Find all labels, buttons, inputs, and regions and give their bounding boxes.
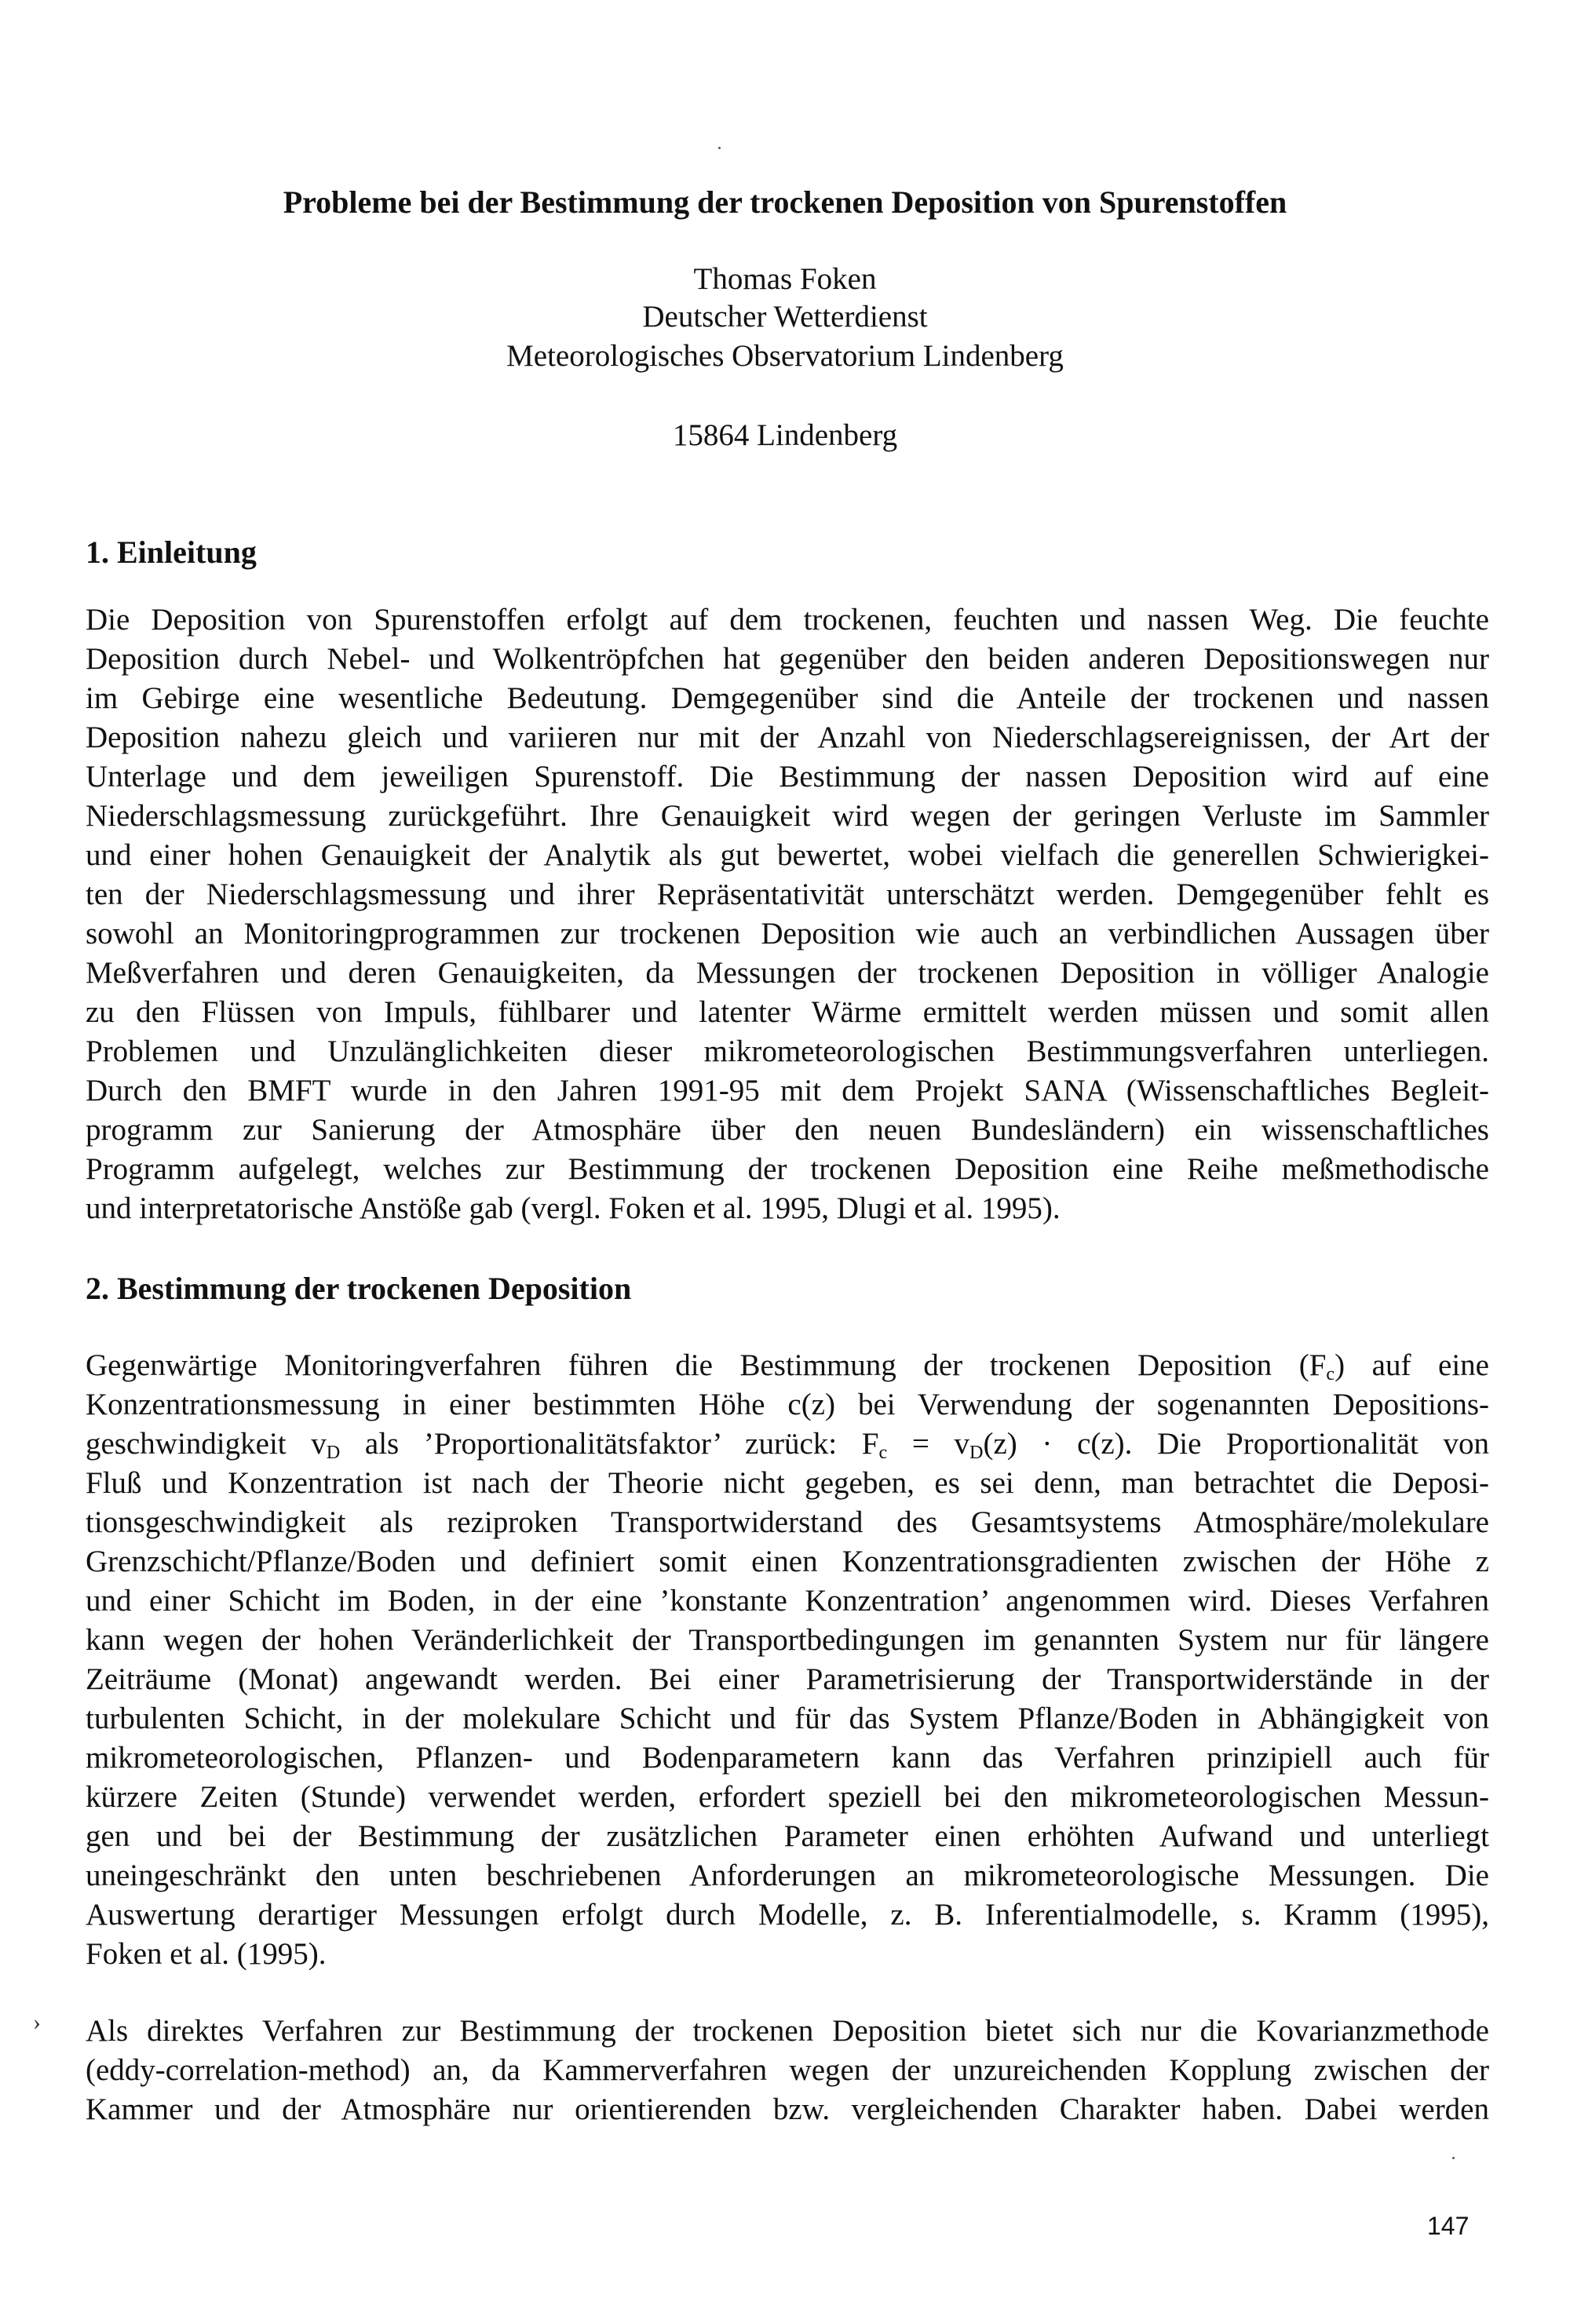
text-run: zu den Flüssen von Impuls, fühlbarer und latenter Wärme ermittelt werden müssen und somit allen: [86, 995, 1489, 1029]
text-run: Foken et al. (1995).: [86, 1937, 327, 1971]
text-line: [86, 2090, 1489, 2129]
text-line: [86, 600, 1489, 640]
text-line: [86, 836, 1489, 875]
affiliation-department: Meteorologisches Observatorium Lindenberg: [506, 339, 1064, 373]
text-run: ) auf eine: [1334, 1348, 1489, 1382]
author-name: Thomas Foken: [693, 262, 877, 296]
text-line: [86, 1385, 1489, 1425]
text-run: sowohl an Monitoringprogrammen zur trockenen Deposition wie auch an verbindlichen Aussagen über: [86, 917, 1489, 950]
text-run: Auswertung derartiger Messungen erfolgt durch Modelle, z. B. Inferentialmodelle, s. Kramm (1995),: [86, 1898, 1489, 1932]
text-line: [86, 1660, 1489, 1699]
text-line: [86, 1738, 1489, 1778]
text-line: [86, 875, 1489, 914]
text-line: [86, 1542, 1489, 1582]
text-run: im Gebirge eine wesentliche Bedeutung. Demgegenüber sind die Anteile der trockenen und nassen: [86, 681, 1489, 715]
text-run: kann wegen der hohen Veränderlichkeit der Transportbedingungen im genannten System nur für längere: [86, 1623, 1489, 1657]
text-run: geschwindigkeit v: [86, 1427, 327, 1461]
text-run: (eddy-correlation-method) an, da Kammerverfahren wegen der unzureichenden Kopplung zwischen der: [86, 2053, 1489, 2087]
text-run: Unterlage und dem jeweiligen Spurenstoff. Die Bestimmung der nassen Deposition wird auf eine: [86, 760, 1489, 794]
text-run: uneingeschränkt den unten beschriebenen Anforderungen an mikrometeorologische Messungen. Die: [86, 1859, 1489, 1892]
text-run: Niederschlagsmessung zurückgeführt. Ihre Genauigkeit wird wegen der geringen Verluste im Sammler: [86, 799, 1489, 833]
text-run: kürzere Zeiten (Stunde) verwendet werden, erfordert speziell bei den mikrometeorologischen Messun-: [86, 1780, 1489, 1814]
text-run: Programm aufgelegt, welches zur Bestimmung der trockenen Deposition eine Reihe meßmethodische: [86, 1152, 1489, 1186]
subscript: D: [326, 1442, 341, 1464]
text-run: Problemen und Unzulänglichkeiten dieser mikrometeorologischen Bestimmungsverfahren unterliegen.: [86, 1034, 1489, 1068]
text-run: Deposition nahezu gleich und variieren nur mit der Anzahl von Niederschlagsereignissen, der Art der: [86, 721, 1489, 754]
section-heading-dry-deposition: 2. Bestimmung der trockenen Deposition: [86, 1271, 632, 1306]
text-line: [86, 993, 1489, 1032]
scan-speck: [1452, 2157, 1455, 2159]
text-line: [86, 954, 1489, 993]
text-line: [86, 718, 1489, 757]
text-line: [86, 2012, 1489, 2051]
text-line: [86, 797, 1489, 836]
text-run: Durch den BMFT wurde in den Jahren 1991-95 mit dem Projekt SANA (Wissenschaftliches Begleit-: [86, 1074, 1489, 1107]
text-run: Die Deposition von Spurenstoffen erfolgt auf dem trockenen, feuchten und nassen Weg. Die feuchte: [86, 603, 1489, 637]
text-line: [86, 1699, 1489, 1738]
paragraph: [86, 1346, 1489, 1974]
text-line: [86, 1464, 1489, 1503]
text-line: [86, 640, 1489, 679]
text-line: [86, 1346, 1489, 1385]
text-line: [86, 1425, 1489, 1464]
text-run: tionsgeschwindigkeit als reziproken Transportwiderstand des Gesamtsystems Atmosphäre/molekulare: [86, 1505, 1489, 1539]
text-line: [86, 1856, 1489, 1895]
text-line: [86, 914, 1489, 954]
text-run: programm zur Sanierung der Atmosphäre über den neuen Bundesländern) ein wissenschaftliches: [86, 1113, 1489, 1147]
text-line: [86, 1778, 1489, 1817]
text-line: [86, 1621, 1489, 1660]
text-line: [86, 1503, 1489, 1542]
text-run: mikrometeorologischen, Pflanzen- und Bodenparametern kann das Verfahren prinzipiell auch für: [86, 1741, 1489, 1775]
text-run: (z) · c(z). Die Proportionalität von: [983, 1427, 1489, 1461]
page-number: 147: [1427, 2212, 1470, 2240]
text-run: als ’Proportionalitätsfaktor’ zurück: F: [340, 1427, 879, 1461]
scan-speck: [718, 147, 721, 149]
text-line: [86, 1032, 1489, 1071]
text-run: turbulenten Schicht, in der molekulare Schicht und für das System Pflanze/Boden in Abhängigkeit von: [86, 1702, 1489, 1735]
affiliation-address: 15864 Lindenberg: [672, 418, 898, 452]
text-line: [86, 2051, 1489, 2090]
text-line: [86, 1189, 1489, 1228]
text-run: gen und bei der Bestimmung der zusätzlichen Parameter einen erhöhten Aufwand und unterliegt: [86, 1819, 1489, 1853]
subscript: c: [1326, 1363, 1335, 1385]
text-line: [86, 1111, 1489, 1150]
text-line: [86, 757, 1489, 797]
text-line: [86, 1150, 1489, 1189]
text-run: Zeiträume (Monat) angewandt werden. Bei einer Parametrisierung der Transportwiderstände in der: [86, 1662, 1489, 1696]
subscript: c: [878, 1442, 888, 1464]
text-run: ten der Niederschlagsmessung und ihrer Repräsentativität unterschätzt werden. Demgegenüber fehlt es: [86, 877, 1489, 911]
text-line: [86, 1582, 1489, 1621]
affiliation-institution: Deutscher Wetterdienst: [642, 300, 928, 334]
text-run: = v: [887, 1427, 970, 1461]
paragraph: [86, 2012, 1489, 2129]
text-run: und interpretatorische Anstöße gab (vergl. Foken et al. 1995, Dlugi et al. 1995).: [86, 1191, 1061, 1225]
text-line: [86, 1895, 1489, 1935]
text-line: [86, 1071, 1489, 1111]
text-run: Deposition durch Nebel- und Wolkentröpfchen hat gegenüber den beiden anderen Depositionswegen nur: [86, 642, 1489, 676]
text-run: Meßverfahren und deren Genauigkeiten, da Messungen der trockenen Deposition in völliger Analogie: [86, 956, 1489, 990]
text-run: Konzentrationsmessung in einer bestimmten Höhe c(z) bei Verwendung der sogenannten Depositions-: [86, 1388, 1489, 1421]
text-run: und einer Schicht im Boden, in der eine ’konstante Konzentration’ angenommen wird. Dieses Verfahren: [86, 1584, 1489, 1618]
text-run: Gegenwärtige Monitoringverfahren führen die Bestimmung der trockenen Deposition (F: [86, 1348, 1327, 1382]
margin-mark: ›: [33, 2009, 41, 2035]
text-line: [86, 1935, 1489, 1974]
text-run: Fluß und Konzentration ist nach der Theorie nicht gegeben, es sei denn, man betrachtet die Deposi-: [86, 1466, 1489, 1500]
text-run: Kammer und der Atmosphäre nur orientierenden bzw. vergleichenden Charakter haben. Dabei werden: [86, 2092, 1489, 2126]
paper-title: Probleme bei der Bestimmung der trockenen Deposition von Spurenstoffen: [283, 184, 1287, 220]
text-line: [86, 1817, 1489, 1856]
text-run: und einer hohen Genauigkeit der Analytik als gut bewertet, wobei vielfach die generellen Schwierigkei-: [86, 838, 1489, 872]
text-run: Grenzschicht/Pflanze/Boden und definiert somit einen Konzentrationsgradienten zwischen der Höhe z: [86, 1545, 1489, 1578]
paragraph: [86, 600, 1489, 1228]
text-line: [86, 679, 1489, 718]
section-heading-introduction: 1. Einleitung: [86, 534, 257, 570]
text-run: Als direktes Verfahren zur Bestimmung der trockenen Deposition bietet sich nur die Kovarianzmethode: [86, 2014, 1489, 2048]
subscript: D: [969, 1442, 984, 1464]
